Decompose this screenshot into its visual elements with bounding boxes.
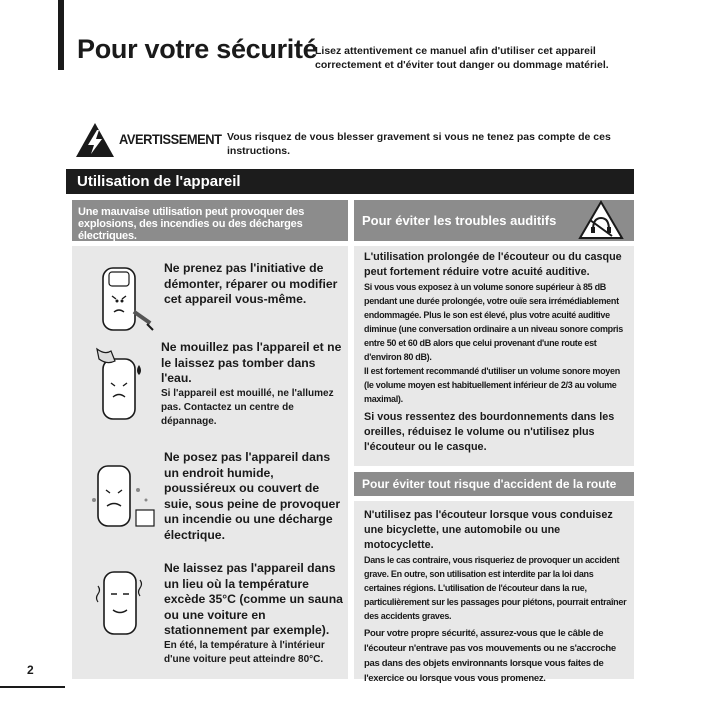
page-title: Pour votre sécurité [77, 34, 318, 64]
road-content [364, 508, 630, 686]
device-disassembly-illustration [95, 262, 160, 342]
left-item-3-text: Ne posez pas l'appareil dans un endroit humide, poussiéreux ou couvert de suie, sous peine de provoquer un incendie ou une décharge électrique. [164, 450, 341, 542]
hearing-section-header: Pour éviter les troubles auditifs [354, 200, 634, 241]
hearing-paragraph-1: L'utilisation prolongée de l'écouteur ou du casque peut fortement réduire votre acuité auditive. [364, 251, 622, 278]
road-detail-1: Dans le cas contraire, vous risqueriez de provoquer un accident grave. En outre, son utilisation est interdite par la loi dans certaines régions. L'utilisation de l'écouteur dans la rue, particulièrement sur les passages pour piétons, pourrait entraîner des accidents graves. [364, 555, 627, 621]
left-item-4-subtext: En été, la température à l'intérieur d'une voiture peut atteindre 80°C. [164, 639, 325, 665]
page-number: 2 [27, 663, 34, 677]
left-item-2 [161, 340, 346, 429]
warning-text: Vous risquez de vous blesser gravement si vous ne tenez pas compte de ces instructions. [227, 131, 611, 157]
header-accent-bar [58, 0, 64, 70]
warning-label: AVERTISSEMENT [119, 131, 222, 147]
left-item-4 [164, 561, 346, 667]
left-item-1 [164, 261, 342, 308]
device-heat-illustration [92, 566, 157, 646]
device-dust-illustration [86, 460, 161, 545]
road-paragraph-1: N'utilisez pas l'écouteur lorsque vous conduisez une bicyclette, une automobile ou une motocyclette. [364, 509, 613, 551]
left-item-1-text: Ne prenez pas l'initiative de démonter, réparer ou modifier cet appareil vous-même. [164, 261, 338, 306]
left-column-header: Une mauvaise utilisation peut provoquer des explosions, des incendies ou des décharges électriques. [72, 200, 348, 241]
hearing-detail-1: Si vous vous exposez à un volume sonore supérieur à 85 dB pendant une durée prolongée, votre ouïe sera irrémédiablement endommagée. Plus le son est élevé, plus votre acuité auditive diminue (une conversation ordinaire a un niveau sonore compris entre 50 et 60 dB alors que celui provenant d'une route est d'environ 80 dB). [364, 282, 623, 362]
section-title: Utilisation de l'appareil [66, 169, 634, 194]
road-section-header: Pour éviter tout risque d'accident de la route [354, 472, 634, 496]
no-headphones-icon [578, 200, 624, 240]
hearing-paragraph-2: Si vous ressentez des bourdonnements dans les oreilles, réduisez le volume ou n'utilisez plus l'écouteur ou le casque. [364, 411, 615, 453]
left-item-4-text: Ne laissez pas l'appareil dans un lieu où la température excède 35°C (comme un sauna ou une voiture en stationnement par exemple). [164, 561, 343, 637]
left-item-2-subtext: Si l'appareil est mouillé, ne l'allumez pas. Contactez un centre de dépannage. [161, 387, 334, 427]
road-paragraph-2: Pour votre propre sécurité, assurez-vous que le câble de l'écouteur n'entrave pas vos mouvements ou ne s'accroche pas dans des objets environnants lorsque vous faites de l'exercice ou lorsque vous vous promenez. [364, 628, 616, 684]
intro-text: Lisez attentivement ce manuel afin d'utiliser cet appareil correctement et d'éviter tout danger ou dommage matériel. [315, 45, 609, 71]
device-water-illustration [93, 345, 158, 425]
left-item-3 [164, 450, 346, 543]
left-item-2-text: Ne mouillez pas l'appareil et ne le laissez pas tomber dans l'eau. [161, 340, 342, 385]
lightning-warning-icon [75, 122, 115, 158]
hearing-content [364, 250, 630, 455]
hearing-detail-2: Il est fortement recommandé d'utiliser un volume sonore moyen (le volume moyen est habituellement inférieur de 2/3 au volume maximal). [364, 366, 620, 404]
footer-rule [0, 686, 65, 688]
